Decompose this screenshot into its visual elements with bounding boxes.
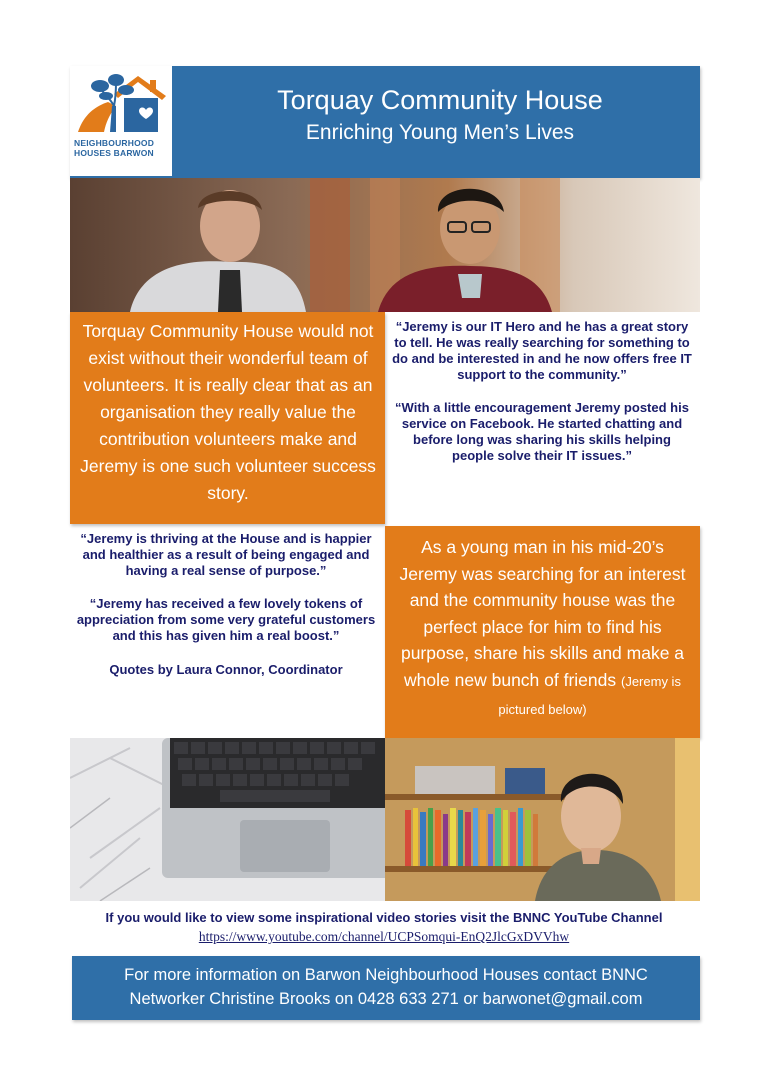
story-text: As a young man in his mid-20’s Jeremy was searching for an interest and the community house was the perfect place for him to find his purpose, share his skills and make a whole new bunch of friends: [399, 537, 686, 690]
story-box: [385, 526, 700, 738]
intro-text: Torquay Community House would not exist without their wonderful team of volunteers. It is really clear that as an organisation they really value the contribution volunteers make and Jeremy is one such volunteer success story.: [80, 321, 376, 503]
page-subtitle: Enriching Young Men’s Lives: [305, 121, 575, 144]
video-info-text: If you would like to view some inspirational video stories visit the BNNC YouTube Channel: [105, 910, 663, 925]
quotes-left: [76, 531, 376, 678]
quote-credit: Quotes by Laura Connor, Coordinator: [109, 662, 343, 677]
contact-line-2: Networker Christine Brooks on 0428 633 271 or barwonet@gmail.com: [129, 990, 643, 1008]
youtube-channel-link[interactable]: https://www.youtube.com/channel/UCPSomqui-EnQ2JlcGxDVVhw: [198, 929, 570, 944]
intro-box: [70, 312, 385, 524]
jeremy-photo: [385, 738, 700, 901]
laptop-photo: [70, 738, 385, 901]
quote-facebook: “With a little encouragement Jeremy posted his service on Facebook. He started chatting and before long was sharing his skills helping people solve their IT issues.”: [395, 400, 689, 463]
quote-it-hero: “Jeremy is our IT Hero and he has a great story to tell. He was really searching for something to do and be interested in and he now offers free IT support to the community.”: [392, 319, 692, 382]
two-young-men-photo: [70, 178, 700, 312]
contact-text: [72, 963, 700, 1011]
house-logo-icon: [70, 66, 172, 138]
logo-text: NEIGHBOURHOOD HOUSES BARWON: [74, 138, 155, 158]
story-note: (Jeremy is pictured below): [498, 673, 681, 717]
quote-appreciation: “Jeremy has received a few lovely tokens of appreciation from some very grateful customers and this has given him a real boost.”: [76, 596, 376, 643]
quote-thriving: “Jeremy is thriving at the House and is happier and healthier as a result of being engaged and having a real sense of purpose.”: [80, 531, 372, 578]
story-text-container: [391, 534, 694, 724]
logo: [70, 66, 172, 176]
contact-line-1: For more information on Barwon Neighbourhood Houses contact BNNC: [124, 966, 648, 984]
page-title: Torquay Community House: [277, 85, 603, 115]
quotes-right: [392, 319, 692, 464]
contact-banner: [72, 956, 700, 1020]
